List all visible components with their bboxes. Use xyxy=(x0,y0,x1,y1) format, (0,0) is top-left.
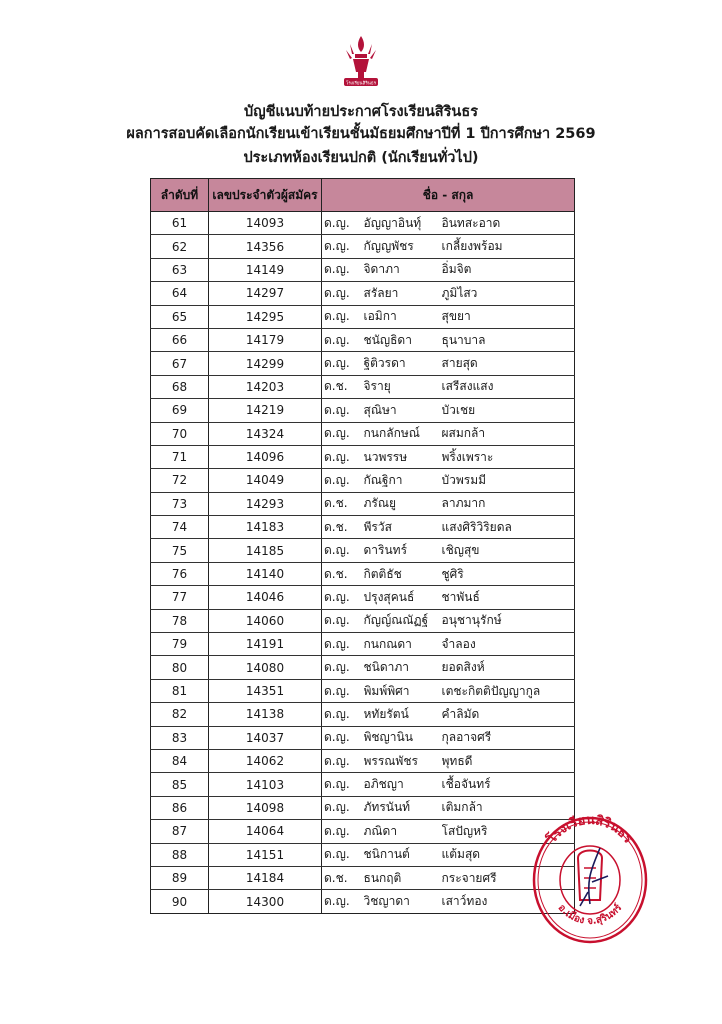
prefix-cell: ด.ช. xyxy=(322,375,364,398)
stamp-top-text: โรงเรียนสิรินธร xyxy=(544,812,636,847)
applicant-number-cell: 14351 xyxy=(209,679,322,702)
rank-cell: 87 xyxy=(151,820,209,843)
applicant-number-cell: 14096 xyxy=(209,445,322,468)
prefix-cell: ด.ญ. xyxy=(322,773,364,796)
table-row xyxy=(151,375,575,398)
first-name-cell: พิมพ์พิศา xyxy=(364,679,442,702)
document-subtitle: ผลการสอบคัดเลือกนักเรียนเข้าเรียนชั้นมัธยมศึกษาปีที่ 1 ปีการศึกษา 2569 xyxy=(126,126,596,142)
applicant-number-cell: 14098 xyxy=(209,796,322,819)
applicant-number-cell: 14151 xyxy=(209,843,322,866)
first-name-cell: ฐิติวรดา xyxy=(364,352,442,375)
prefix-cell: ด.ญ. xyxy=(322,586,364,609)
applicant-number-cell: 14295 xyxy=(209,305,322,328)
signature xyxy=(580,848,608,906)
rank-cell: 88 xyxy=(151,843,209,866)
applicant-number-cell: 14219 xyxy=(209,399,322,422)
applicant-number-cell: 14293 xyxy=(209,492,322,515)
first-name-cell: กนกณดา xyxy=(364,633,442,656)
table-row xyxy=(151,890,575,913)
prefix-cell: ด.ช. xyxy=(322,516,364,539)
first-name-cell: สุณิษา xyxy=(364,399,442,422)
prefix-cell: ด.ญ. xyxy=(322,796,364,819)
applicant-number-cell: 14049 xyxy=(209,469,322,492)
first-name-cell: ภรัณยู xyxy=(364,492,442,515)
applicant-number-cell: 14062 xyxy=(209,749,322,772)
prefix-cell: ด.ญ. xyxy=(322,258,364,281)
table-header-row xyxy=(151,179,575,212)
last-name-cell: กระจายศรี xyxy=(442,866,575,889)
rank-cell: 67 xyxy=(151,352,209,375)
first-name-cell: กัณฐิกา xyxy=(364,469,442,492)
rank-cell: 83 xyxy=(151,726,209,749)
table-row xyxy=(151,305,575,328)
table-row xyxy=(151,445,575,468)
rank-cell: 77 xyxy=(151,586,209,609)
last-name-cell: สุขยา xyxy=(442,305,575,328)
rank-cell: 79 xyxy=(151,633,209,656)
rank-cell: 72 xyxy=(151,469,209,492)
rank-cell: 74 xyxy=(151,516,209,539)
table-row xyxy=(151,726,575,749)
first-name-cell: นวพรรษ xyxy=(364,445,442,468)
prefix-cell: ด.ช. xyxy=(322,492,364,515)
first-name-cell: เอมิกา xyxy=(364,305,442,328)
rank-cell: 76 xyxy=(151,562,209,585)
prefix-cell: ด.ช. xyxy=(322,562,364,585)
last-name-cell: กุลอาจศรี xyxy=(442,726,575,749)
table-row xyxy=(151,562,575,585)
table-row xyxy=(151,539,575,562)
table-row xyxy=(151,679,575,702)
applicant-number-cell: 14184 xyxy=(209,866,322,889)
last-name-cell: คำลิมัด xyxy=(442,703,575,726)
header-applicant-number: เลขประจำตัวผู้สมัคร xyxy=(209,179,322,212)
prefix-cell: ด.ญ. xyxy=(322,235,364,258)
prefix-cell: ด.ญ. xyxy=(322,703,364,726)
table-row xyxy=(151,258,575,281)
applicant-number-cell: 14299 xyxy=(209,352,322,375)
rank-cell: 63 xyxy=(151,258,209,281)
table-row xyxy=(151,703,575,726)
stamp-bottom-text: อ.เมือง จ.สุรินทร์ xyxy=(555,902,625,927)
prefix-cell: ด.ช. xyxy=(322,866,364,889)
last-name-cell: ลาภมาก xyxy=(442,492,575,515)
first-name-cell: สรัลยา xyxy=(364,282,442,305)
first-name-cell: พีรวัส xyxy=(364,516,442,539)
rank-cell: 68 xyxy=(151,375,209,398)
header-rank: ลำดับที่ xyxy=(151,179,209,212)
applicant-number-cell: 14324 xyxy=(209,422,322,445)
rank-cell: 84 xyxy=(151,749,209,772)
last-name-cell: ธุนาบาล xyxy=(442,328,575,351)
table-row xyxy=(151,492,575,515)
official-stamp xyxy=(530,808,650,948)
first-name-cell: กัญญพัชร xyxy=(364,235,442,258)
last-name-cell: พุทธดี xyxy=(442,749,575,772)
last-name-cell: ยอดสิงห์ xyxy=(442,656,575,679)
prefix-cell: ด.ญ. xyxy=(322,726,364,749)
rank-cell: 75 xyxy=(151,539,209,562)
last-name-cell: พริ้งเพราะ xyxy=(442,445,575,468)
table-row xyxy=(151,866,575,889)
first-name-cell: ชนิกานต์ xyxy=(364,843,442,866)
prefix-cell: ด.ญ. xyxy=(322,843,364,866)
table-row xyxy=(151,796,575,819)
table-row xyxy=(151,469,575,492)
prefix-cell: ด.ญ. xyxy=(322,399,364,422)
last-name-cell: ผสมกล้า xyxy=(442,422,575,445)
rank-cell: 89 xyxy=(151,866,209,889)
last-name-cell: อนุชานุรักษ์ xyxy=(442,609,575,632)
rank-cell: 66 xyxy=(151,328,209,351)
last-name-cell: เสาว์ทอง xyxy=(442,890,575,913)
first-name-cell: กนกลักษณ์ xyxy=(364,422,442,445)
svg-text:โรงเรียนสิรินธร xyxy=(542,813,635,847)
rank-cell: 71 xyxy=(151,445,209,468)
applicant-number-cell: 14300 xyxy=(209,890,322,913)
rank-cell: 73 xyxy=(151,492,209,515)
last-name-cell: แสงศิริวิริยดล xyxy=(442,516,575,539)
first-name-cell: ชนัญธิดา xyxy=(364,328,442,351)
rank-cell: 70 xyxy=(151,422,209,445)
first-name-cell: อัญญาอินทุ์ xyxy=(364,212,442,235)
table-row xyxy=(151,282,575,305)
first-name-cell: ดารินทร์ xyxy=(364,539,442,562)
header-name: ชื่อ - สกุล xyxy=(322,179,575,212)
rank-cell: 85 xyxy=(151,773,209,796)
rank-cell: 81 xyxy=(151,679,209,702)
first-name-cell: จิดาภา xyxy=(364,258,442,281)
first-name-cell: ธนกฤติ xyxy=(364,866,442,889)
first-name-cell: ภัทรนันท์ xyxy=(364,796,442,819)
last-name-cell: เสรีสงแสง xyxy=(442,375,575,398)
first-name-cell: กัญญ์ณณัฏฐ์ xyxy=(364,609,442,632)
first-name-cell: ปรุงสุคนธ์ xyxy=(364,586,442,609)
prefix-cell: ด.ญ. xyxy=(322,609,364,632)
applicant-number-cell: 14037 xyxy=(209,726,322,749)
table-row xyxy=(151,749,575,772)
applicant-number-cell: 14297 xyxy=(209,282,322,305)
prefix-cell: ด.ญ. xyxy=(322,212,364,235)
table-row xyxy=(151,212,575,235)
table-row xyxy=(151,328,575,351)
rank-cell: 82 xyxy=(151,703,209,726)
table-row xyxy=(151,843,575,866)
last-name-cell: อินทสะอาด xyxy=(442,212,575,235)
logo-text: โรงเรียนสิรินธร xyxy=(345,81,377,87)
document-title: บัญชีแนบท้ายประกาศโรงเรียนสิรินธร xyxy=(244,104,478,120)
rank-cell: 61 xyxy=(151,212,209,235)
applicant-number-cell: 14179 xyxy=(209,328,322,351)
last-name-cell: แต้มสุด xyxy=(442,843,575,866)
table-row xyxy=(151,235,575,258)
rank-cell: 69 xyxy=(151,399,209,422)
last-name-cell: อิ่มจิต xyxy=(442,258,575,281)
last-name-cell: เติมกล้า xyxy=(442,796,575,819)
table-row xyxy=(151,656,575,679)
table-row xyxy=(151,422,575,445)
prefix-cell: ด.ญ. xyxy=(322,282,364,305)
last-name-cell: ชาพันธ์ xyxy=(442,586,575,609)
last-name-cell: จำลอง xyxy=(442,633,575,656)
school-logo xyxy=(338,32,384,90)
prefix-cell: ด.ญ. xyxy=(322,445,364,468)
rank-cell: 86 xyxy=(151,796,209,819)
prefix-cell: ด.ญ. xyxy=(322,820,364,843)
first-name-cell: พรรณพัชร xyxy=(364,749,442,772)
first-name-cell: กิตติธัช xyxy=(364,562,442,585)
applicant-number-cell: 14064 xyxy=(209,820,322,843)
applicant-number-cell: 14183 xyxy=(209,516,322,539)
last-name-cell: บัวพรมมี xyxy=(442,469,575,492)
rank-cell: 80 xyxy=(151,656,209,679)
first-name-cell: ภณิดา xyxy=(364,820,442,843)
applicant-number-cell: 14093 xyxy=(209,212,322,235)
first-name-cell: วิชญาดา xyxy=(364,890,442,913)
first-name-cell: อภิชญา xyxy=(364,773,442,796)
applicant-number-cell: 14103 xyxy=(209,773,322,796)
first-name-cell: พิชญานิน xyxy=(364,726,442,749)
results-table xyxy=(150,178,575,914)
rank-cell: 90 xyxy=(151,890,209,913)
prefix-cell: ด.ญ. xyxy=(322,679,364,702)
last-name-cell: โสปัญหริ xyxy=(442,820,575,843)
applicant-number-cell: 14140 xyxy=(209,562,322,585)
prefix-cell: ด.ญ. xyxy=(322,656,364,679)
first-name-cell: จิรายุ xyxy=(364,375,442,398)
first-name-cell: หทัยรัตน์ xyxy=(364,703,442,726)
applicant-number-cell: 14046 xyxy=(209,586,322,609)
prefix-cell: ด.ญ. xyxy=(322,539,364,562)
document-category: ประเภทห้องเรียนปกติ (นักเรียนทั่วไป) xyxy=(243,150,479,166)
table-row xyxy=(151,609,575,632)
rank-cell: 78 xyxy=(151,609,209,632)
applicant-number-cell: 14060 xyxy=(209,609,322,632)
applicant-number-cell: 14080 xyxy=(209,656,322,679)
rank-cell: 64 xyxy=(151,282,209,305)
applicant-number-cell: 14149 xyxy=(209,258,322,281)
prefix-cell: ด.ญ. xyxy=(322,749,364,772)
rank-cell: 65 xyxy=(151,305,209,328)
last-name-cell: เชิญสุข xyxy=(442,539,575,562)
prefix-cell: ด.ญ. xyxy=(322,305,364,328)
table-row xyxy=(151,399,575,422)
applicant-number-cell: 14203 xyxy=(209,375,322,398)
table-row xyxy=(151,586,575,609)
applicant-number-cell: 14356 xyxy=(209,235,322,258)
prefix-cell: ด.ญ. xyxy=(322,422,364,445)
prefix-cell: ด.ญ. xyxy=(322,890,364,913)
first-name-cell: ชนิดาภา xyxy=(364,656,442,679)
table-row xyxy=(151,516,575,539)
prefix-cell: ด.ญ. xyxy=(322,469,364,492)
table-row xyxy=(151,352,575,375)
last-name-cell: บัวเชย xyxy=(442,399,575,422)
last-name-cell: เชื้อจันทร์ xyxy=(442,773,575,796)
prefix-cell: ด.ญ. xyxy=(322,328,364,351)
last-name-cell: เกลี้ยงพร้อม xyxy=(442,235,575,258)
applicant-number-cell: 14191 xyxy=(209,633,322,656)
rank-cell: 62 xyxy=(151,235,209,258)
last-name-cell: ภูมิไสว xyxy=(442,282,575,305)
table-row xyxy=(151,633,575,656)
table-row xyxy=(151,773,575,796)
prefix-cell: ด.ญ. xyxy=(322,352,364,375)
prefix-cell: ด.ญ. xyxy=(322,633,364,656)
last-name-cell: เตชะกิตติปัญญากูล xyxy=(442,679,575,702)
last-name-cell: ชูศิริ xyxy=(442,562,575,585)
last-name-cell: สายสุด xyxy=(442,352,575,375)
applicant-number-cell: 14185 xyxy=(209,539,322,562)
table-row xyxy=(151,820,575,843)
applicant-number-cell: 14138 xyxy=(209,703,322,726)
